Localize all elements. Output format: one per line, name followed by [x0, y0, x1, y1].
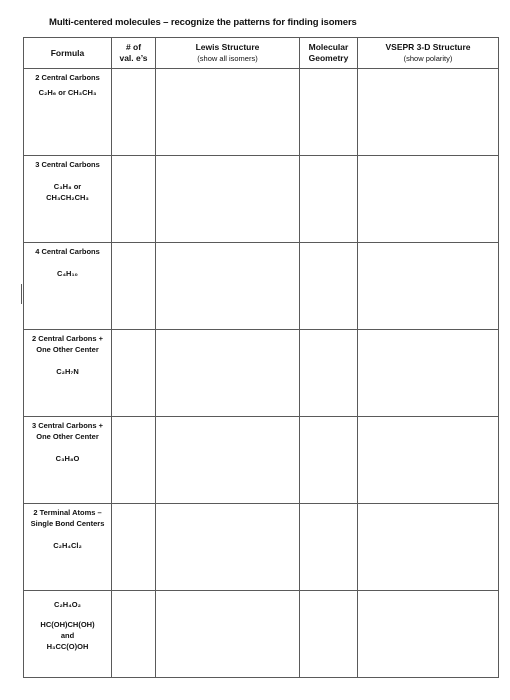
- row-formula: C₃H₈ or: [53, 182, 82, 191]
- lewis-structure-cell[interactable]: [156, 243, 300, 330]
- molecular-geometry-cell[interactable]: [300, 417, 358, 504]
- row-formula: C₃H₈O: [55, 454, 80, 463]
- valence-electrons-cell[interactable]: [112, 243, 156, 330]
- row-formula: C₂H₆ or CH₃CH₃: [38, 88, 97, 97]
- vsepr-structure-cell[interactable]: [358, 156, 499, 243]
- isomer-worksheet-table: [23, 37, 499, 678]
- header-vsepr-structure: VSEPR 3-D Structure (show polarity): [358, 38, 499, 69]
- vsepr-structure-cell[interactable]: [358, 243, 499, 330]
- table-row: [24, 504, 499, 591]
- table-row: [24, 330, 499, 417]
- formula-cell: [24, 69, 112, 156]
- lewis-structure-cell[interactable]: [156, 69, 300, 156]
- header-formula: Formula: [24, 38, 112, 69]
- row-structure-line3: H₃CC(O)OH: [46, 642, 89, 651]
- row-formula: C₂H₇N: [56, 367, 79, 376]
- molecular-geometry-cell[interactable]: [300, 243, 358, 330]
- row-formula: C₂H₄Cl₂: [53, 541, 82, 550]
- header-row: [24, 38, 499, 69]
- vsepr-structure-cell[interactable]: [358, 69, 499, 156]
- vsepr-structure-cell[interactable]: [358, 504, 499, 591]
- header-molecular-geometry: Molecular Geometry: [300, 38, 358, 69]
- table-row: [24, 69, 499, 156]
- valence-electrons-cell[interactable]: [112, 504, 156, 591]
- lewis-structure-cell[interactable]: [156, 504, 300, 591]
- header-valence-electrons: # of val. e’s: [112, 38, 156, 69]
- table-row: [24, 591, 499, 678]
- table-row: [24, 156, 499, 243]
- valence-electrons-cell[interactable]: [112, 330, 156, 417]
- row-structure-line1: HC(OH)CH(OH): [40, 620, 95, 629]
- molecular-geometry-cell[interactable]: [300, 591, 358, 678]
- row-label: 2 Central Carbons + One Other Center: [31, 334, 104, 354]
- row-label: 4 Central Carbons: [35, 247, 100, 256]
- lewis-structure-cell[interactable]: [156, 591, 300, 678]
- row-label: 3 Central Carbons + One Other Center: [31, 421, 104, 441]
- row-label: 2 Central Carbons: [35, 73, 100, 82]
- table-row: [24, 417, 499, 504]
- molecular-geometry-cell[interactable]: [300, 504, 358, 591]
- formula-cell: [24, 330, 112, 417]
- molecular-geometry-cell[interactable]: [300, 156, 358, 243]
- row-label: 2 Terminal Atoms – Single Bond Centers: [30, 508, 105, 528]
- row-formula: C₄H₁₀: [57, 269, 78, 278]
- valence-electrons-cell[interactable]: [112, 591, 156, 678]
- lewis-structure-cell[interactable]: [156, 417, 300, 504]
- formula-cell: [24, 417, 112, 504]
- scan-edge-mark: [21, 284, 22, 304]
- formula-cell: [24, 504, 112, 591]
- formula-cell: [24, 243, 112, 330]
- valence-electrons-cell[interactable]: [112, 156, 156, 243]
- valence-electrons-cell[interactable]: [112, 69, 156, 156]
- lewis-structure-cell[interactable]: [156, 156, 300, 243]
- page-title: Multi-centered molecules – recognize the patterns for finding isomers: [49, 17, 357, 28]
- formula-cell: [24, 156, 112, 243]
- row-formula: C₂H₄O₂: [54, 600, 81, 609]
- molecular-geometry-cell[interactable]: [300, 330, 358, 417]
- molecular-geometry-cell[interactable]: [300, 69, 358, 156]
- row-structure-line2: and: [60, 631, 75, 640]
- formula-cell: [24, 591, 112, 678]
- vsepr-structure-cell[interactable]: [358, 591, 499, 678]
- lewis-structure-cell[interactable]: [156, 330, 300, 417]
- table-row: [24, 243, 499, 330]
- vsepr-structure-cell[interactable]: [358, 330, 499, 417]
- row-formula-line2: CH₃CH₂CH₃: [46, 193, 89, 202]
- vsepr-structure-cell[interactable]: [358, 417, 499, 504]
- row-label: 3 Central Carbons: [35, 160, 100, 169]
- header-lewis-structure: Lewis Structure (show all isomers): [156, 38, 300, 69]
- valence-electrons-cell[interactable]: [112, 417, 156, 504]
